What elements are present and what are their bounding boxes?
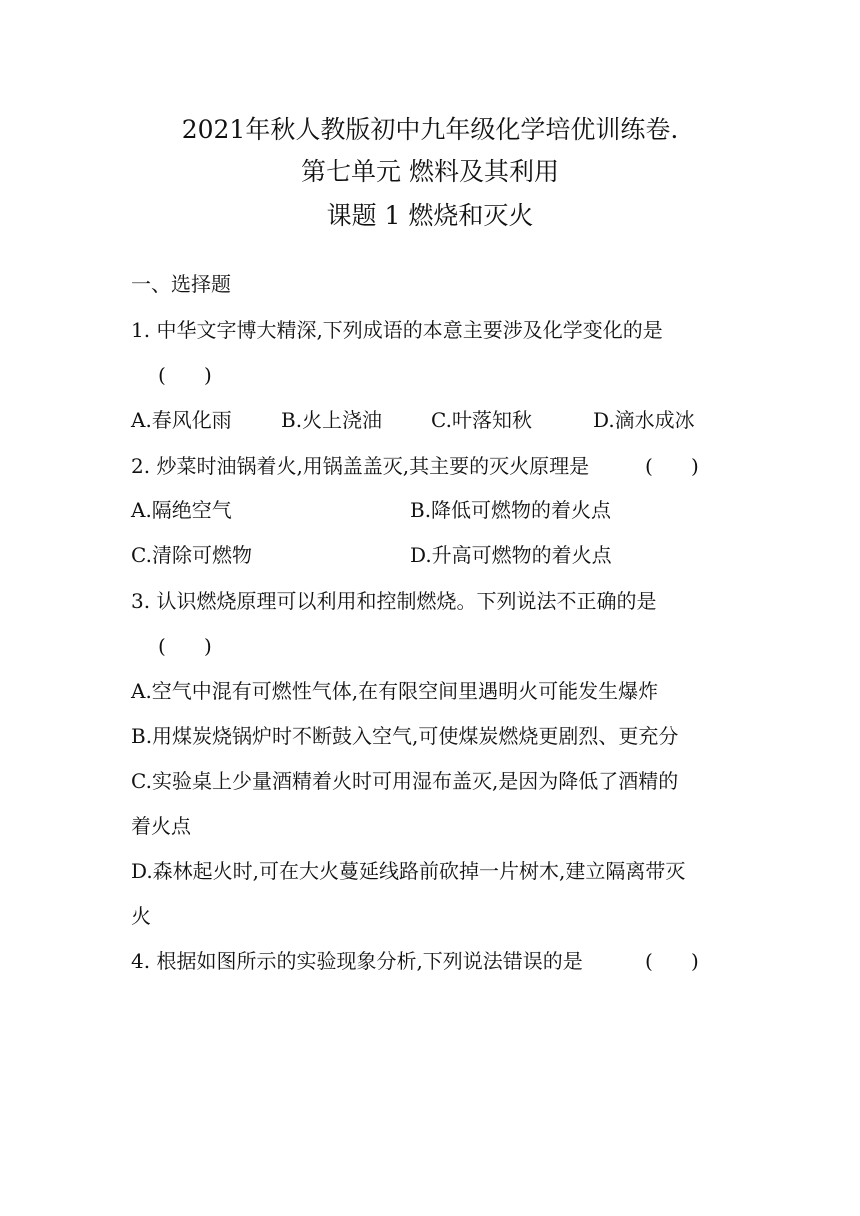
unit-title: 第七单元 燃料及其利用 — [301, 157, 559, 186]
question-1-answer-blank: ( ) — [158, 363, 212, 387]
document-title: 2021年秋人教版初中九年级化学培优训练卷. — [181, 115, 679, 144]
question-1-option-d: D.滴水成冰 — [593, 408, 695, 432]
question-3-option-c-continued: 着火点 — [131, 814, 191, 838]
section-heading: 一、选择题 — [131, 272, 231, 296]
question-1-option-a: A.春风化雨 — [131, 408, 232, 432]
question-3-option-c: C.实验桌上少量酒精着火时可用湿布盖灭,是因为降低了酒精的 — [131, 769, 679, 793]
question-3-answer-blank: ( ) — [158, 634, 212, 658]
question-2-option-c: C.清除可燃物 — [131, 543, 252, 567]
question-2-stem: 2. 炒菜时油锅着火,用锅盖盖灭,其主要的灭火原理是 — [131, 454, 590, 478]
question-4-stem: 4. 根据如图所示的实验现象分析,下列说法错误的是 — [131, 949, 583, 973]
question-1-option-c: C.叶落知秋 — [431, 408, 532, 432]
question-3-stem: 3. 认识燃烧原理可以利用和控制燃烧。下列说法不正确的是 — [131, 589, 657, 613]
question-2-answer-blank: ( ) — [645, 454, 699, 478]
question-3-option-d: D.森林起火时,可在大火蔓延线路前砍掉一片树木,建立隔离带灭 — [131, 859, 686, 883]
question-3-option-d-continued: 火 — [131, 904, 151, 928]
question-3-option-a: A.空气中混有可燃性气体,在有限空间里遇明火可能发生爆炸 — [131, 679, 659, 703]
question-1-option-b: B.火上浇油 — [281, 408, 383, 432]
lesson-title: 课题 1 燃烧和灭火 — [326, 201, 534, 230]
question-4-answer-blank: ( ) — [645, 949, 699, 973]
question-2-option-a: A.隔绝空气 — [131, 498, 232, 522]
question-3-option-b: B.用煤炭烧锅炉时不断鼓入空气,可使煤炭燃烧更剧烈、更充分 — [131, 724, 679, 748]
question-2-option-d: D.升高可燃物的着火点 — [410, 543, 612, 567]
question-1-stem: 1. 中华文字博大精深,下列成语的本意主要涉及化学变化的是 — [131, 318, 663, 342]
question-2-option-b: B.降低可燃物的着火点 — [410, 498, 612, 522]
